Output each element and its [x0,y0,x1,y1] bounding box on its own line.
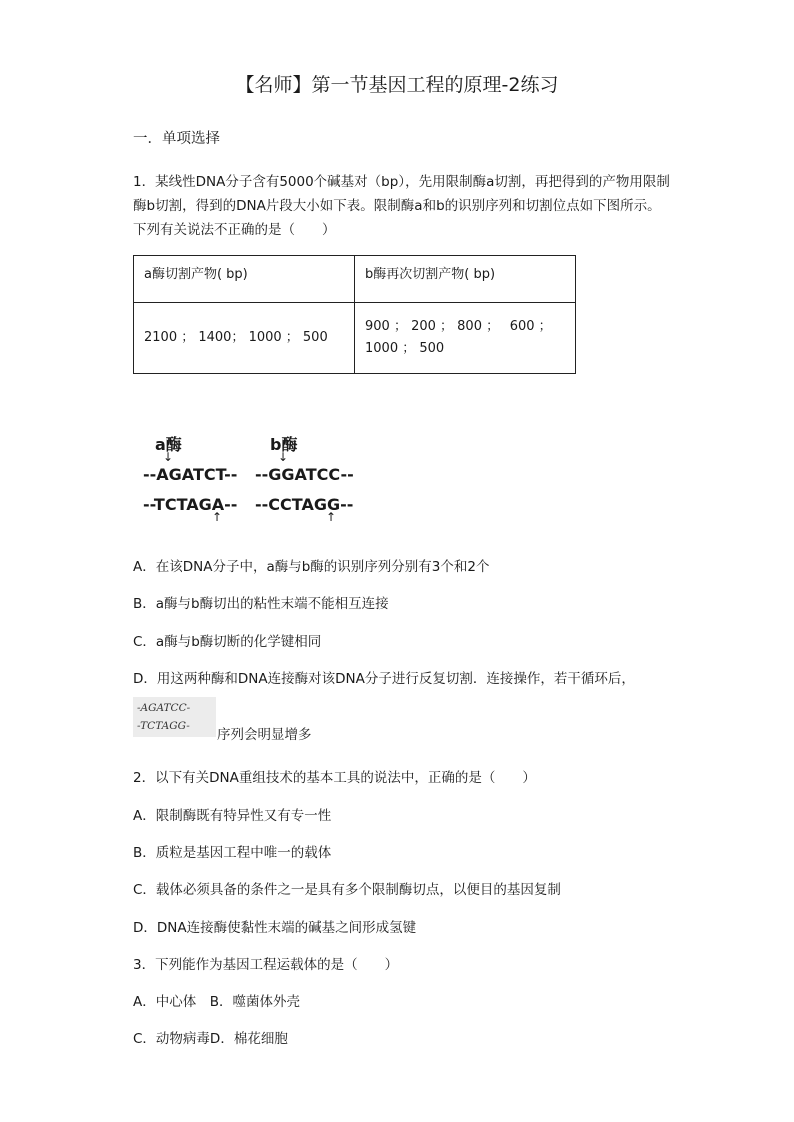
sequence-image [133,697,216,737]
q3-options-ab: A．中心体 B．噬菌体外壳 [133,994,300,1010]
enzyme-b-cut-arrow-down: ↓ [278,450,289,464]
question-2-stem: 2．以下有关DNA重组技术的基本工具的说法中，正确的是（ ） [133,770,536,786]
q2-option-d: D．DNA连接酶使黏性末端的碱基之间形成氢键 [133,920,417,936]
enzyme-a-top-strand: --AGATCT-- [143,465,238,484]
q2-option-b: B．质粒是基因工程中唯一的载体 [133,845,332,861]
table-cell-b-line1: 900 ； 200 ； 800 ； 600 ； [365,319,552,334]
cleavage-table [133,255,576,374]
enzyme-a-cut-arrow-up: ↑ [212,510,223,524]
table-cell-a: 2100 ； 1400； 1000 ； 500 [134,303,355,374]
enzyme-a-label: a酶 [155,435,182,454]
enzyme-a-bottom-strand: --TCTAGA-- [143,495,238,514]
q1-option-c: C．a酶与b酶切断的化学键相同 [133,634,322,650]
enzyme-a-cut-arrow-down: ↓ [163,450,174,464]
table-cell-b-line2: 1000 ； 500 [365,341,445,356]
q1-option-b: B．a酶与b酶切出的粘性末端不能相互连接 [133,596,389,612]
q1-option-d-tail: 序列会明显增多 [217,727,312,743]
section-heading: 一．单项选择 [133,131,220,147]
question-3-stem: 3．下列能作为基因工程运载体的是（ ） [133,957,399,973]
table-cell-b [355,303,576,374]
q2-option-c: C．载体必须具备的条件之一是具有多个限制酶切点，以便目的基因复制 [133,882,561,898]
enzyme-b-cut-arrow-up: ↑ [326,510,337,524]
enzyme-b-top-strand: --GGATCC-- [255,465,354,484]
page-title: 【名师】第一节基因工程的原理-2练习 [235,74,559,96]
enzyme-b-label: b酶 [270,435,298,454]
q2-option-a: A．限制酶既有特异性又有专一性 [133,808,332,824]
q1-option-a: A．在该DNA分子中，a酶与b酶的识别序列分别有3个和2个 [133,559,490,575]
q1-option-d: D．用这两种酶和DNA连接酶对该DNA分子进行反复切割．连接操作，若干循环后， [133,671,635,687]
sequence-bottom-strand: -TCTAGG- [137,720,190,732]
table-header-b: b酶再次切割产物( bp) [355,256,576,303]
enzyme-b-bottom-strand: --CCTAGG-- [255,495,354,514]
q3-options-cd: C．动物病毒D．棉花细胞 [133,1031,288,1047]
table-header-a: a酶切割产物( bp) [134,256,355,303]
sequence-top-strand: -AGATCC- [137,702,191,714]
question-1-stem: 1．某线性DNA分子含有5000个碱基对（bp），先用限制酶a切割，再把得到的产物用限制酶b切割，得到的DNA片段大小如下表。限制酶a和b的识别序列和切割位点如下图所示。下列有关说法不正确的是（ ） [133,174,670,238]
